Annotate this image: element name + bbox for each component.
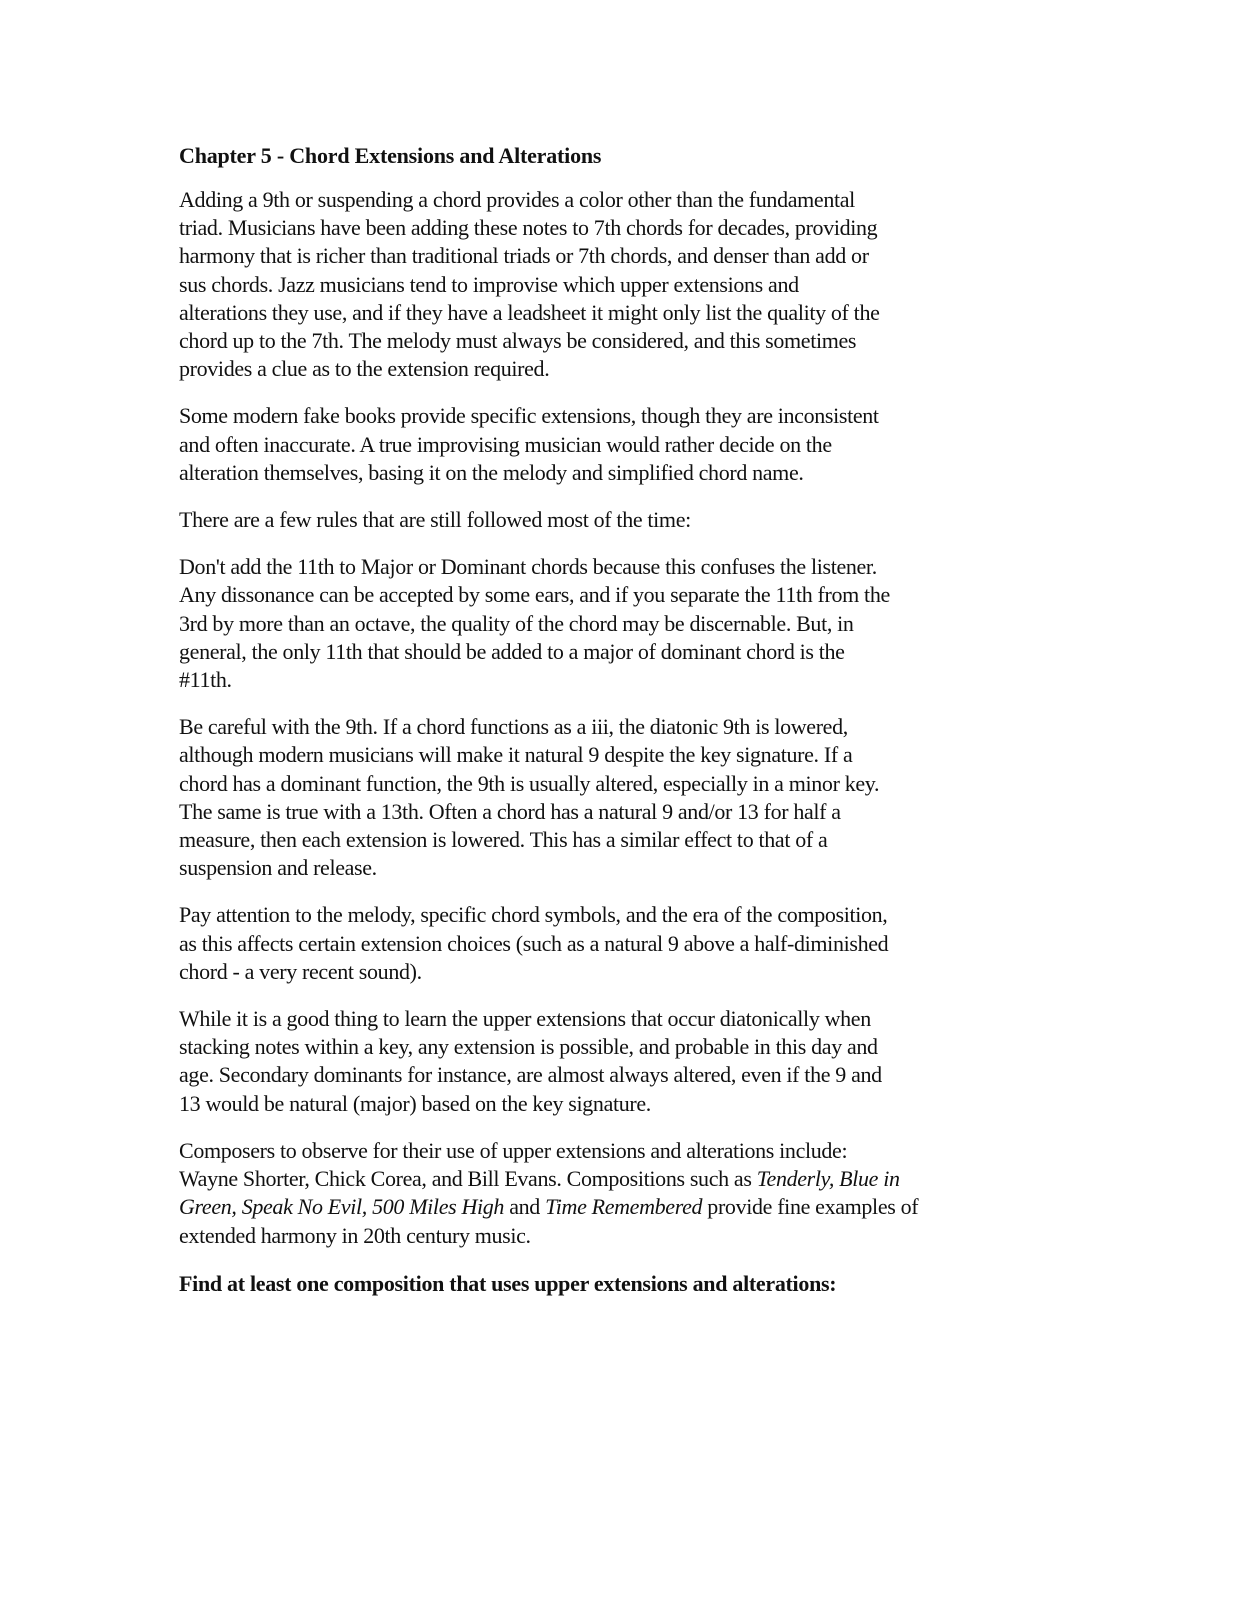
text-line: provides a clue as to the extension required. — [179, 356, 550, 382]
text-line: chord has a dominant function, the 9th is usually altered, especially in a minor key. — [179, 770, 880, 796]
text-line — [179, 1165, 1039, 1193]
text-line: Adding a 9th or suspending a chord provides a color other than the fundamental — [179, 187, 855, 212]
text-line: triad. Musicians have been adding these notes to 7th chords for decades, providing — [179, 215, 878, 241]
text-line: stacking notes within a key, any extension is possible, and probable in this day and — [179, 1034, 878, 1060]
text-run: Wayne Shorter, Chick Corea, and Bill Evans. Compositions such as — [179, 1166, 757, 1192]
text-line: #11th. — [179, 667, 232, 693]
text-line: although modern musicians will make it natural 9 despite the key signature. If a — [179, 742, 853, 768]
text-line: Don't add the 11th to Major or Dominant chords because this confuses the listener. — [179, 554, 877, 580]
text-line: general, the only 11th that should be added to a major of dominant chord is the — [179, 638, 845, 664]
text-line: While it is a good thing to learn the upper extensions that occur diatonically when — [179, 1006, 871, 1032]
text-line: 3rd by more than an octave, the quality of the chord may be discernable. But, in — [179, 610, 854, 636]
text-line: extended harmony in 20th century music. — [179, 1222, 531, 1248]
chapter-title: Chapter 5 - Chord Extensions and Alterations — [179, 143, 602, 168]
text-line: harmony that is richer than traditional triads or 7th chords, and denser than add or — [179, 243, 869, 269]
paragraph-rules-intro — [179, 506, 1039, 534]
composition-title: Time Remembered — [545, 1194, 703, 1220]
text-line: age. Secondary dominants for instance, are almost always altered, even if the 9 and — [179, 1062, 882, 1088]
text-run: provide fine examples of — [702, 1194, 919, 1220]
composition-title: Green, Speak No Evil, 500 Miles High — [179, 1194, 505, 1220]
text-line: There are a few rules that are still followed most of the time: — [179, 507, 691, 533]
text-line: chord - a very recent sound). — [179, 958, 422, 984]
paragraph-melody-era — [179, 901, 1039, 986]
composition-title: Tenderly, Blue in — [756, 1166, 900, 1192]
text-line: Be careful with the 9th. If a chord functions as a iii, the diatonic 9th is lowered, — [179, 714, 848, 740]
paragraph-intro — [179, 186, 1039, 383]
text-line: suspension and release. — [179, 855, 377, 881]
paragraph-fake-books — [179, 402, 1039, 487]
text-line: The same is true with a 13th. Often a chord has a natural 9 and/or 13 for half a — [179, 798, 841, 824]
paragraph-9th-rule — [179, 713, 1039, 882]
text-line: Some modern fake books provide specific extensions, though they are inconsistent — [179, 403, 879, 429]
text-run: and — [504, 1194, 546, 1220]
document-page — [179, 140, 1039, 1299]
text-line: alteration themselves, basing it on the melody and simplified chord name. — [179, 459, 804, 485]
text-line — [179, 1193, 1039, 1221]
text-line: sus chords. Jazz musicians tend to improvise which upper extensions and — [179, 271, 799, 297]
text-line: measure, then each extension is lowered. This has a similar effect to that of a — [179, 827, 828, 853]
text-line: Composers to observe for their use of upper extensions and alterations include: — [179, 1137, 848, 1163]
text-line: chord up to the 7th. The melody must always be considered, and this sometimes — [179, 328, 857, 354]
text-line: Pay attention to the melody, specific chord symbols, and the era of the composition, — [179, 902, 888, 928]
paragraph-diatonic-extensions — [179, 1005, 1039, 1118]
text-line: and often inaccurate. A true improvising musician would rather decide on the — [179, 431, 832, 457]
text-line: as this affects certain extension choices (such as a natural 9 above a half-diminished — [179, 930, 889, 956]
paragraph-11th-rule — [179, 553, 1039, 694]
paragraph-composers — [179, 1137, 1039, 1250]
exercise-prompt: Find at least one composition that uses upper extensions and alterations: — [179, 1270, 837, 1296]
text-line: 13 would be natural (major) based on the key signature. — [179, 1090, 651, 1116]
text-line: Any dissonance can be accepted by some ears, and if you separate the 11th from the — [179, 582, 890, 608]
text-line: alterations they use, and if they have a leadsheet it might only list the quality of the — [179, 299, 880, 325]
